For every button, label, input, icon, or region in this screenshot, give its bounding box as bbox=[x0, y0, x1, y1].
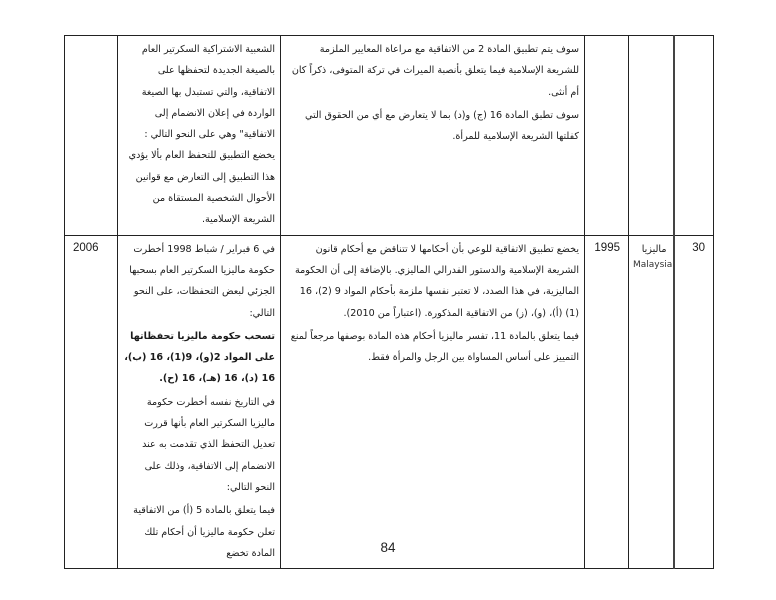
withdrawal-notes-cell bbox=[118, 36, 281, 236]
row-number: 30 bbox=[692, 241, 705, 254]
country-cell bbox=[629, 36, 674, 236]
reservation-paragraph: فيما يتعلق بالمادة 11، تفسر ماليزيا أحكام هذه المادة بوصفها مرجعاً لمنع التمييز على أساس المساواة بين الرجل والمرأة فقط. bbox=[290, 330, 579, 364]
withdrawal-note-paragraph: الشعبية الاشتراكية السكرتير العام بالصيغة الجديدة لتحفظها على الاتفاقية، والتي تستبدل بها الصيغة الواردة في إعلان الانضمام إلى الاتفاقية" وهي على النحو التالي : يخضع التطبيق للتحفظ العام بألا يؤدي هذا التطبيق إلى التعارض مع قوانين الأحوال الشخصية المستقاة من الشريعة الإسلامية. bbox=[128, 44, 275, 226]
reservations-table bbox=[64, 35, 714, 569]
reservation-paragraph: يخضع تطبيق الاتفاقية للوعي بأن أحكامها لا تتناقض مع أحكام قانون الشريعة الإسلامية والدستور الفدرالي الماليزي. بالإضافة إلى أن الحكومة الماليزية، في هذا الصدد، لا تعتبر نفسها ملزمة بأحكام المواد 9 (2)، 16 (1) (أ)، (و)، (ز) من الاتفاقية المذكورة. (اعتباراً من 2010). bbox=[294, 243, 579, 319]
page-number: 84 bbox=[380, 540, 396, 555]
reservations-cell bbox=[281, 235, 585, 568]
row-number bbox=[675, 36, 714, 41]
country-name-english bbox=[629, 42, 673, 44]
withdrawal-year-cell bbox=[65, 36, 118, 236]
country-name-english: Malaysia bbox=[633, 259, 673, 270]
withdrawal-year-cell bbox=[65, 235, 118, 568]
reservations-text bbox=[281, 236, 584, 373]
reservation-paragraph: سوف تطبق المادة 16 (ج) و(د) بما لا يتعارض مع أي من الحقوق التي كفلتها الشريعة الإسلامية للمرأة. bbox=[304, 109, 579, 143]
number-cell bbox=[674, 235, 714, 568]
year-cell bbox=[585, 36, 629, 236]
year-cell bbox=[585, 235, 629, 568]
withdrawal-note-paragraph: في التاريخ نفسه أخطرت حكومة ماليزيا السكرتير العام بأنها قررت تعديل التحفظ الذي تقدمت به عند الانضمام إلى الاتفاقية، وذلك على النحو التالي: bbox=[142, 396, 275, 493]
withdrawal-note-paragraph: تسحب حكومة ماليزيا تحفظاتها على المواد 2(و)، 9(1)، 16 (ب)، 16 (د)، 16 (هـ)، 16 (ح). bbox=[124, 330, 275, 385]
withdrawal-note-paragraph: في 6 فبراير / شباط 1998 أخطرت حكومة ماليزيا السكرتير العام بسحبها الجزئي لبعض التحفظات، على النحو التالي: bbox=[129, 243, 275, 319]
table-row bbox=[65, 36, 714, 236]
withdrawal-notes bbox=[118, 36, 280, 235]
reservations-text bbox=[281, 36, 584, 151]
withdrawal-notes-cell bbox=[118, 235, 281, 568]
reservations-cell bbox=[281, 36, 585, 236]
accession-year: 1995 bbox=[594, 241, 620, 254]
accession-year bbox=[585, 36, 628, 41]
number-cell bbox=[674, 36, 714, 236]
table-row bbox=[65, 235, 714, 568]
country-name-arabic: ماليزيا bbox=[641, 243, 667, 255]
withdrawal-notes bbox=[118, 236, 280, 568]
withdrawal-year: 2006 bbox=[73, 241, 99, 254]
withdrawal-year bbox=[65, 36, 117, 41]
withdrawal-note-paragraph: فيما يتعلق بالمادة 5 (أ) من الاتفاقية تعلن حكومة ماليزيا أن أحكام تلك المادة تخضع bbox=[133, 505, 275, 559]
country-cell bbox=[629, 235, 674, 568]
reservation-paragraph: سوف يتم تطبيق المادة 2 من الاتفاقية مع مراعاة المعايير الملزمة للشريعة الإسلامية فيما يتعلق بأنصبة الميراث في تركة المتوفى، ذكراً كان أم أنثى. bbox=[291, 44, 579, 98]
